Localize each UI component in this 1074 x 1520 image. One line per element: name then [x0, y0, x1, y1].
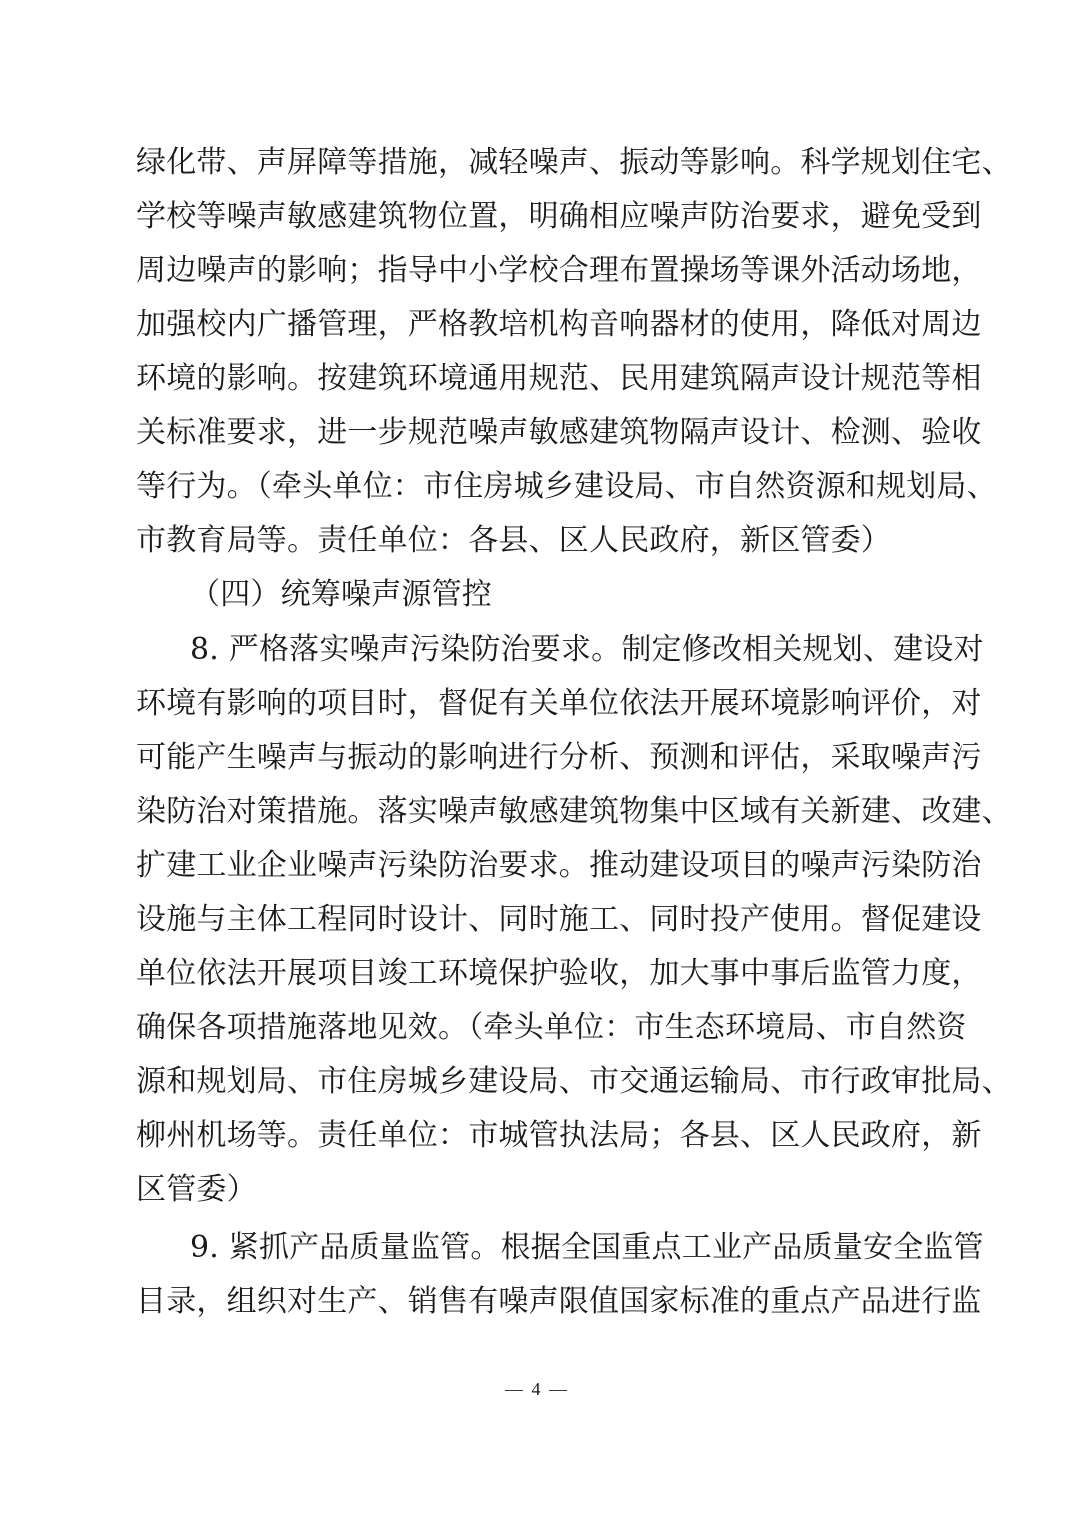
- paragraph-line: 单位依法开展项目竣工环境保护验收，加大事中事后监管力度，: [136, 956, 982, 991]
- paragraph-line: 市教育局等。责任单位：各县、区人民政府，新区管委）: [136, 523, 891, 558]
- paragraph-line: 环境的影响。按建筑环境通用规范、民用建筑隔声设计规范等相: [136, 361, 982, 396]
- item-8-first-line: 8. 严格落实噪声污染防治要求。制定修改相关规划、建设对: [190, 632, 984, 667]
- paragraph-line: 扩建工业企业噪声污染防治要求。推动建设项目的噪声污染防治: [136, 848, 982, 883]
- paragraph-line: 目录，组织对生产、销售有噪声限值国家标准的重点产品进行监: [136, 1284, 982, 1319]
- page-number: — 4 —: [505, 1379, 569, 1399]
- paragraph-line: 染防治对策措施。落实噪声敏感建筑物集中区域有关新建、改建、: [136, 794, 1012, 829]
- paragraph-line: 绿化带、声屏障等措施，减轻噪声、振动等影响。科学规划住宅、: [136, 145, 1012, 180]
- paragraph-line: 可能产生噪声与振动的影响进行分析、预测和评估，采取噪声污: [136, 740, 982, 775]
- paragraph-line: 周边噪声的影响；指导中小学校合理布置操场等课外活动场地，: [136, 253, 982, 288]
- paragraph-line: 确保各项措施落地见效。（牵头单位：市生态环境局、市自然资: [136, 1010, 967, 1045]
- item-9-first-line: 9. 紧抓产品质量监管。根据全国重点工业产品质量安全监管: [190, 1230, 984, 1265]
- paragraph-line: 学校等噪声敏感建筑物位置，明确相应噪声防治要求，避免受到: [136, 199, 982, 234]
- paragraph-line: 关标准要求，进一步规范噪声敏感建筑物隔声设计、检测、验收: [136, 415, 982, 450]
- section-heading: （四）统筹噪声源管控: [190, 577, 492, 612]
- paragraph-line: 柳州机场等。责任单位：市城管执法局；各县、区人民政府，新: [136, 1118, 982, 1153]
- paragraph-line: 设施与主体工程同时设计、同时施工、同时投产使用。督促建设: [136, 902, 982, 937]
- paragraph-line: 区管委）: [136, 1172, 257, 1207]
- paragraph-line: 源和规划局、市住房城乡建设局、市交通运输局、市行政审批局、: [136, 1064, 1012, 1099]
- paragraph-line: 环境有影响的项目时，督促有关单位依法开展环境影响评价，对: [136, 686, 982, 721]
- paragraph-line: 加强校内广播管理，严格教培机构音响器材的使用，降低对周边: [136, 307, 982, 342]
- paragraph-line: 等行为。（牵头单位：市住房城乡建设局、市自然资源和规划局、: [136, 469, 997, 504]
